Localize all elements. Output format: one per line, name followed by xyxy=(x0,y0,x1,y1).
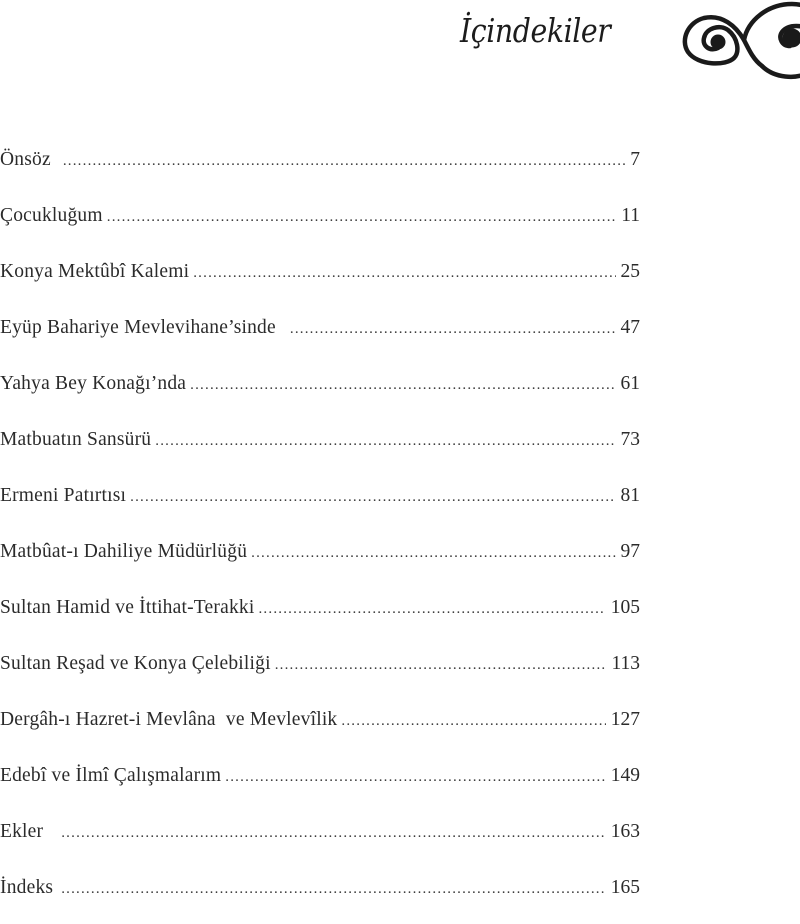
toc-entry-ermeni-patirtisi[interactable] xyxy=(0,476,640,532)
dot-leader xyxy=(61,813,606,853)
toc-entry-label: Ermeni Patırtısı xyxy=(0,476,130,516)
table-of-contents xyxy=(0,140,640,924)
dot-leader xyxy=(251,533,615,573)
toc-entry-page: 7 xyxy=(625,140,640,180)
toc-entry-cocuklugum[interactable] xyxy=(0,196,640,252)
toc-entry-page: 61 xyxy=(616,364,641,404)
toc-entry-label: Konya Mektûbî Kalemi xyxy=(0,252,193,292)
toc-entry-yahya-bey-konagi[interactable] xyxy=(0,364,640,420)
toc-entry-label: Çocukluğum xyxy=(0,196,107,236)
toc-entry-label: Yahya Bey Konağı’nda xyxy=(0,364,190,404)
toc-entry-page: 127 xyxy=(606,700,640,740)
page-title: İçindekiler xyxy=(460,14,610,47)
toc-entry-page: 149 xyxy=(606,756,640,796)
toc-entry-label: Dergâh-ı Hazret-i Mevlâna ve Mevlevîlik xyxy=(0,700,341,740)
toc-entry-matbuatin-sansuru[interactable] xyxy=(0,420,640,476)
toc-entry-indeks[interactable] xyxy=(0,868,640,924)
page-header xyxy=(0,0,800,100)
toc-entry-eyup-bahariye[interactable] xyxy=(0,308,640,364)
toc-entry-konya-mektubi-kalemi[interactable] xyxy=(0,252,640,308)
dot-leader xyxy=(190,365,615,405)
toc-entry-page: 11 xyxy=(616,196,640,236)
dot-leader xyxy=(130,477,615,517)
dot-leader xyxy=(107,197,616,237)
toc-entry-page: 25 xyxy=(616,252,641,292)
dot-leader xyxy=(275,645,607,685)
toc-entry-label: İndeks xyxy=(0,868,61,908)
toc-entry-page: 81 xyxy=(616,476,641,516)
dot-leader xyxy=(258,589,605,629)
toc-entry-sultan-hamid[interactable] xyxy=(0,588,640,644)
dot-leader xyxy=(290,309,616,349)
toc-entry-page: 97 xyxy=(616,532,641,572)
toc-entry-page: 73 xyxy=(616,420,641,460)
toc-entry-label: Sultan Reşad ve Konya Çelebiliği xyxy=(0,644,275,684)
toc-entry-label: Eyüp Bahariye Mevlevihane’sinde xyxy=(0,308,290,348)
toc-entry-page: 47 xyxy=(616,308,641,348)
toc-entry-label: Sultan Hamid ve İttihat-Terakki xyxy=(0,588,258,628)
toc-entry-sultan-resad[interactable] xyxy=(0,644,640,700)
toc-entry-label: Ekler xyxy=(0,812,61,852)
toc-entry-label: Edebî ve İlmî Çalışmalarım xyxy=(0,756,225,796)
toc-entry-page: 163 xyxy=(606,812,640,852)
toc-entry-label: Matbuatın Sansürü xyxy=(0,420,155,460)
toc-entry-onsoz[interactable] xyxy=(0,140,640,196)
dot-leader xyxy=(341,701,605,741)
toc-entry-ekler[interactable] xyxy=(0,812,640,868)
dot-leader xyxy=(61,869,606,909)
dot-leader xyxy=(225,757,605,797)
toc-entry-page: 105 xyxy=(606,588,640,628)
toc-entry-dergah-mevlana[interactable] xyxy=(0,700,640,756)
dot-leader xyxy=(193,253,615,293)
dot-leader xyxy=(155,421,615,461)
toc-entry-edebi-ilmi[interactable] xyxy=(0,756,640,812)
dot-leader xyxy=(63,141,625,181)
swirl-ornament-icon xyxy=(678,0,800,90)
toc-entry-page: 165 xyxy=(606,868,640,908)
toc-entry-label: Matbûat-ı Dahiliye Müdürlüğü xyxy=(0,532,251,572)
toc-entry-matbuat-dahiliye[interactable] xyxy=(0,532,640,588)
toc-entry-page: 113 xyxy=(606,644,640,684)
toc-entry-label: Önsöz xyxy=(0,140,63,180)
